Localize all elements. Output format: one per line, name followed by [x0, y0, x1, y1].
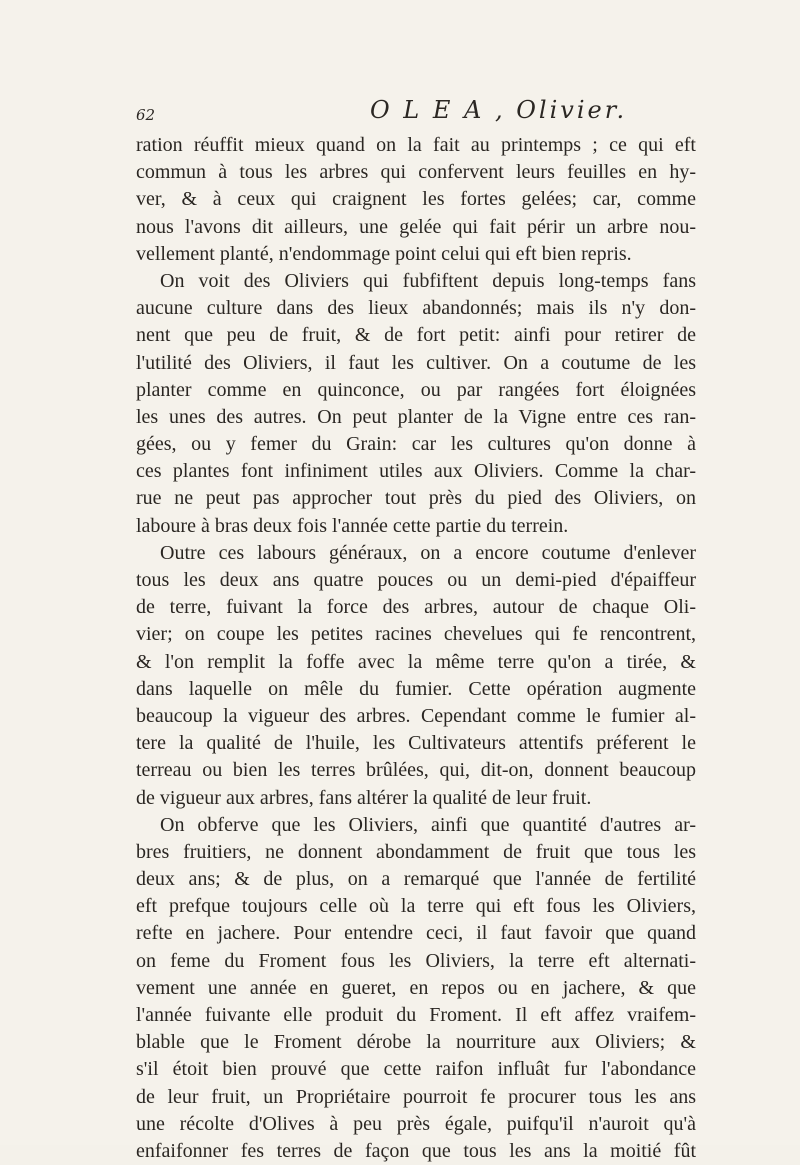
- text-line: nent que peu de fruit, & de fort petit: ainfi pour retirer de: [136, 324, 696, 347]
- text-line: on feme du Froment fous les Oliviers, la terre eft alternati-: [136, 949, 696, 972]
- text-line: nous l'avons dit ailleurs, une gelée qui fait périr un arbre nou-: [136, 215, 696, 238]
- text-line: bres fruitiers, ne donnent abondamment de fruit que tous les: [136, 840, 696, 863]
- text-line: l'utilité des Oliviers, il faut les cultiver. On a coutume de les: [136, 351, 696, 374]
- text-line: blable que le Froment dérobe la nourriture aux Oliviers; &: [136, 1031, 696, 1054]
- text-line: ration réuffit mieux quand on la fait au printemps ; ce qui eft: [136, 134, 696, 156]
- text-line: s'il étoit bien prouvé que cette raifon influât fur l'abondance: [136, 1058, 696, 1081]
- text-line: de leur fruit, un Propriétaire pourroit fe procurer tous les ans: [136, 1085, 696, 1108]
- text-line: de vigueur aux arbres, fans altérer la qualité de leur fruit.: [136, 786, 592, 809]
- text-line: Outre ces labours généraux, on a encore coutume d'enlever: [160, 541, 696, 564]
- text-line: deux ans; & de plus, on a remarqué que l'année de fertilité: [136, 868, 696, 891]
- text-line: de terre, fuivant la force des arbres, autour de chaque Oli-: [136, 596, 696, 619]
- text-line: tous les deux ans quatre pouces ou un demi-pied d'épaiffeur: [136, 569, 696, 591]
- text-line: rue ne peut pas approcher tout près du pied des Oliviers, on: [136, 487, 696, 510]
- text-line: aucune culture dans des lieux abandonnés; mais ils n'y don-: [136, 297, 696, 320]
- text-line: planter comme en quinconce, ou par rangées fort éloignées: [136, 378, 696, 401]
- text-line: vement une année en gueret, en repos ou en jachere, & que: [136, 976, 696, 999]
- text-line: & l'on remplit la foffe avec la même terre qu'on a tirée, &: [136, 650, 696, 673]
- text-line: ver, & à ceux qui craignent les fortes gelées; car, comme: [136, 188, 696, 211]
- text-line: On voit des Oliviers qui fubfiftent depuis long-temps fans: [160, 269, 696, 292]
- text-line: commun à tous les arbres qui confervent leurs feuilles en hy-: [136, 161, 696, 184]
- text-line: beaucoup la vigueur des arbres. Cependant comme le fumier al-: [136, 704, 696, 727]
- text-line: une récolte d'Olives à peu près égale, puifqu'il n'auroit qu'à: [136, 1112, 696, 1135]
- text-line: enfaifonner fes terres de façon que tous les ans la moitié fût: [136, 1139, 696, 1162]
- text-line: gées, ou y femer du Grain: car les cultures qu'on donne à: [136, 433, 696, 456]
- text-line: refte en jachere. Pour entendre ceci, il faut favoir que quand: [136, 922, 696, 945]
- body-text: [136, 132, 696, 1165]
- text-line: On obferve que les Oliviers, ainfi que quantité d'autres ar-: [160, 813, 696, 836]
- text-line: terreau ou bien les terres brûlées, qui, dit-on, donnent beaucoup: [136, 759, 696, 782]
- text-line: les unes des autres. On peut planter de la Vigne entre ces ran-: [136, 405, 696, 428]
- text-line: ces plantes font infiniment utiles aux Oliviers. Comme la char-: [136, 460, 696, 483]
- running-title: O L E A , Olivier.: [370, 96, 628, 124]
- text-line: vier; on coupe les petites racines chevelues qui fe rencontrent,: [136, 623, 696, 646]
- text-line: laboure à bras deux fois l'année cette partie du terrein.: [136, 514, 569, 537]
- text-line: dans laquelle on mêle du fumier. Cette opération augmente: [136, 677, 696, 700]
- running-head: [136, 96, 696, 132]
- text-line: eft prefque toujours celle où la terre qui eft fous les Oliviers,: [136, 895, 696, 918]
- page-number: 62: [136, 106, 156, 124]
- text-line: l'année fuivante elle produit du Froment. Il eft affez vraifem-: [136, 1004, 696, 1026]
- text-line: tere la qualité de l'huile, les Cultivateurs attentifs préferent le: [136, 732, 696, 755]
- text-line: vellement planté, n'endommage point celui qui eft bien repris.: [136, 242, 632, 265]
